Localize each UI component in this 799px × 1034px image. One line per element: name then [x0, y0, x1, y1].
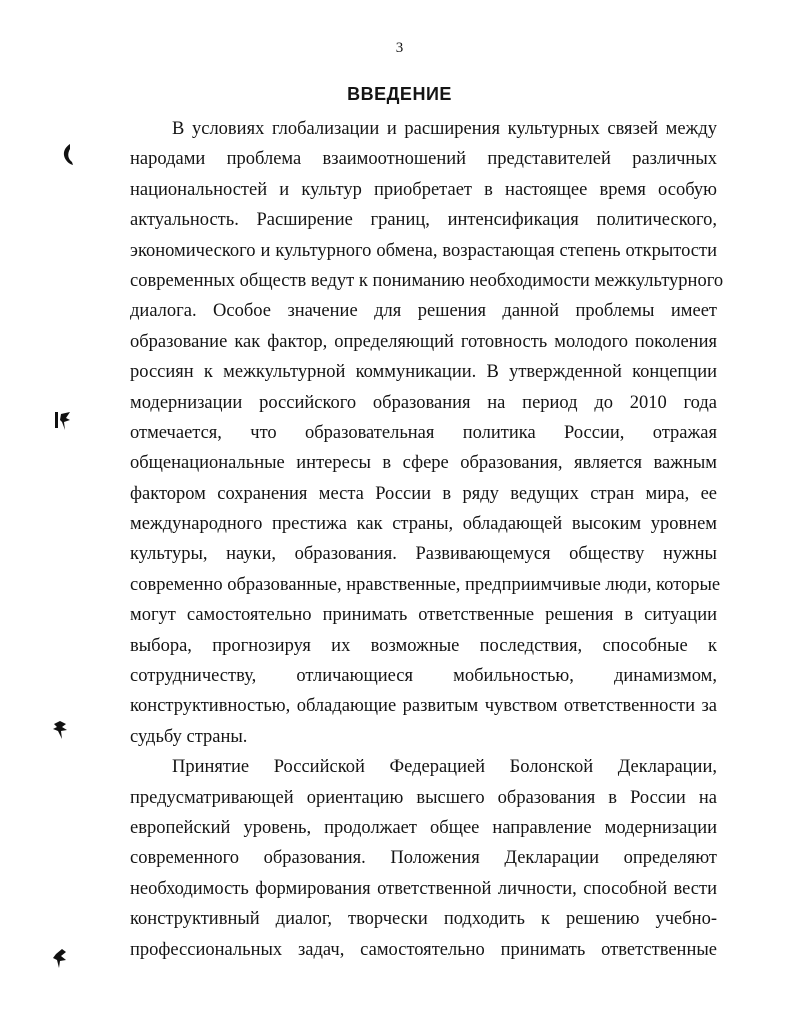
- text-line: Принятие Российской Федерацией Болонской Декларации,: [172, 757, 717, 778]
- text-line: выбора, прогнозируя их возможные последствия, способные к: [130, 635, 717, 656]
- text-line: отмечается, что образовательная политика России, отражая: [130, 422, 717, 443]
- text-line: национальностей и культур приобретает в настоящее время особую: [130, 179, 717, 200]
- text-line: конструктивностью, обладающие развитым чувством ответственности за: [130, 696, 717, 717]
- body-text: [130, 114, 724, 965]
- text-line: предусматривающей ориентацию высшего образования в России на: [130, 787, 717, 808]
- text-line: диалога. Особое значение для решения данной проблемы имеет: [130, 301, 717, 322]
- scan-mark-icon: [50, 946, 72, 970]
- scan-mark-icon: [52, 408, 74, 432]
- text-line: В условиях глобализации и расширения культурных связей между: [172, 119, 717, 139]
- text-line: необходимость формирования ответственной личности, способной вести: [130, 878, 717, 899]
- page-number: 3: [395, 40, 404, 56]
- text-line: современно образованные, нравственные, предприимчивые люди, которые: [130, 574, 721, 595]
- scan-mark-icon: [50, 718, 72, 742]
- text-line: судьбу страны.: [130, 726, 248, 747]
- text-line: фактором сохранения места России в ряду ведущих стран мира, ее: [130, 483, 717, 504]
- text-line: современного образования. Положения Декларации определяют: [130, 848, 717, 869]
- text-line: народами проблема взаимоотношений представителей различных: [130, 149, 717, 170]
- text-line: современных обществ ведут к пониманию необходимости межкультурного: [130, 270, 724, 291]
- text-line: россиян к межкультурной коммуникации. В утвержденной концепции: [130, 362, 717, 383]
- text-line: конструктивный диалог, творчески подходить к решению учебно-: [130, 909, 717, 930]
- text-line: актуальность. Расширение границ, интенсификация политического,: [130, 210, 717, 231]
- text-line: профессиональных задач, самостоятельно принимать ответственные: [130, 939, 717, 960]
- text-line: общенациональные интересы в сфере образования, является важным: [130, 453, 717, 474]
- text-line: культуры, науки, образования. Развивающемуся обществу нужны: [130, 544, 717, 565]
- text-line: могут самостоятельно принимать ответственные решения в ситуации: [130, 605, 717, 626]
- text-line: образование как фактор, определяющий готовность молодого поколения: [130, 331, 717, 352]
- text-line: европейский уровень, продолжает общее направление модернизации: [130, 817, 717, 838]
- text-line: сотрудничеству, отличающиеся мобильностью, динамизмом,: [130, 666, 717, 687]
- text-line: модернизации российского образования на период до 2010 года: [130, 392, 717, 413]
- text-line: международного престижа как страны, обладающей высоким уровнем: [130, 514, 717, 535]
- text-line: экономического и культурного обмена, возрастающая степень открытости: [130, 240, 717, 261]
- scan-mark-icon: [58, 142, 80, 166]
- section-heading: ВВЕДЕНИЕ: [347, 84, 452, 104]
